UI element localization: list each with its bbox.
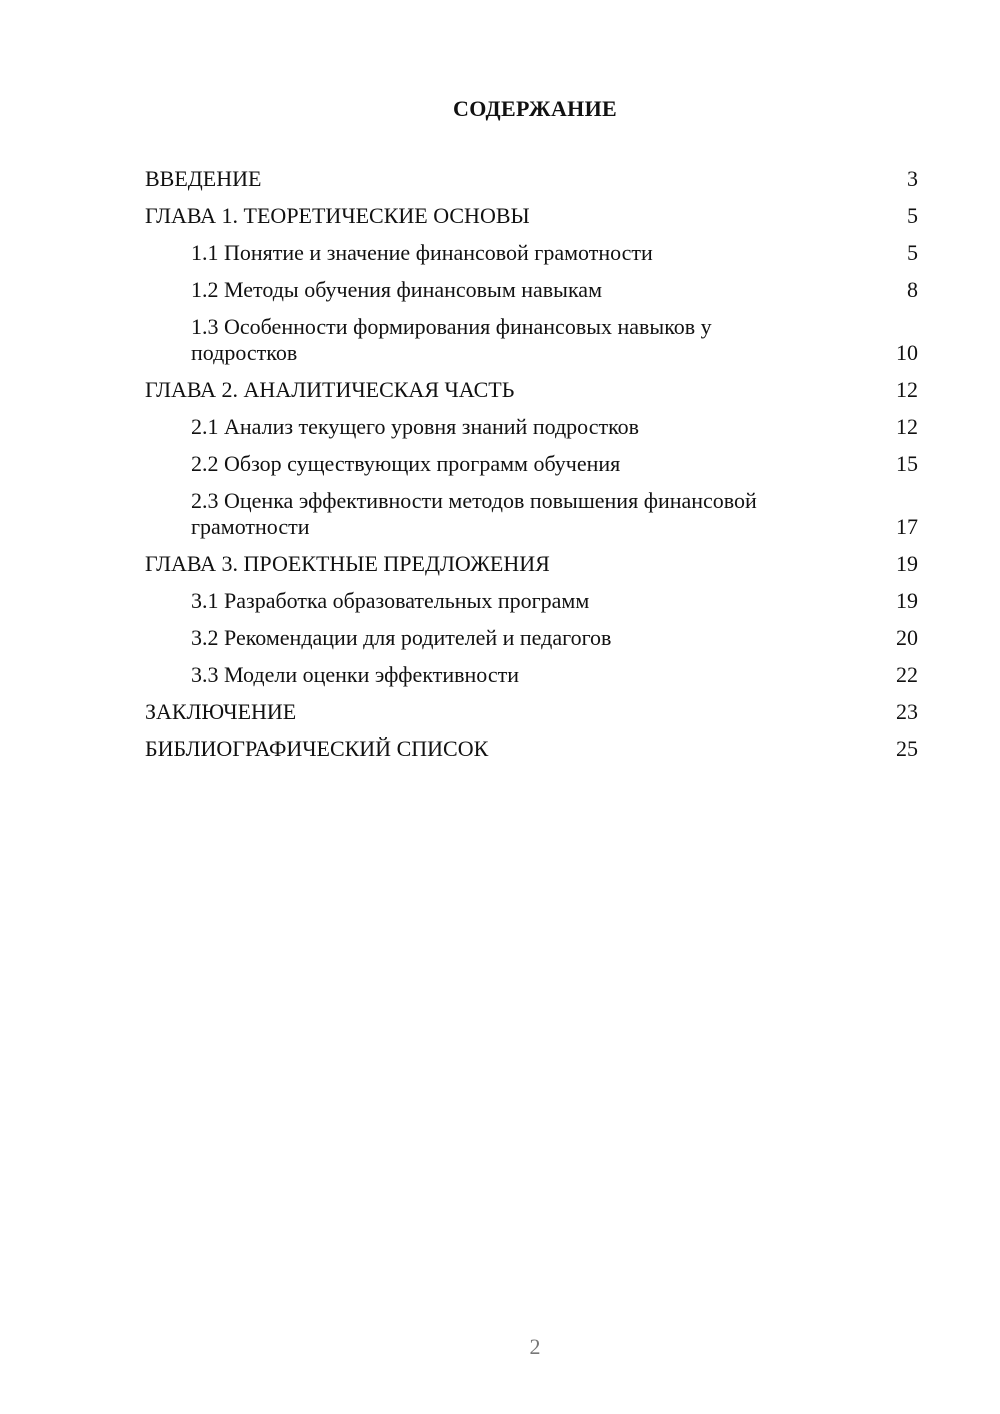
toc-entry-section-1-3[interactable] xyxy=(145,314,918,366)
toc-entry-text: ГЛАВА 1. ТЕОРЕТИЧЕСКИЕ ОСНОВЫ xyxy=(145,203,530,228)
toc-entry-text: 1.1 Понятие и значение финансовой грамотности xyxy=(191,240,653,265)
toc-entry-page: 22 xyxy=(896,662,918,687)
toc-entry-page: 23 xyxy=(896,699,918,724)
toc-entry-text: 1.3 Особенности формирования финансовых навыков у подростков xyxy=(191,314,712,365)
toc-entry-text: ЗАКЛЮЧЕНИЕ xyxy=(145,699,297,724)
toc-entry-page: 12 xyxy=(896,377,918,402)
toc-entry-section-3-2[interactable] xyxy=(145,625,918,651)
toc-entry-section-3-3[interactable] xyxy=(145,662,918,688)
toc-entry-section-1-2[interactable] xyxy=(145,277,918,303)
toc-entry-page: 5 xyxy=(907,240,918,265)
toc-entry-text: 2.2 Обзор существующих программ обучения xyxy=(191,451,621,476)
toc-entry-chapter-2[interactable] xyxy=(145,377,918,403)
toc-entry-text: 2.3 Оценка эффективности методов повышения финансовой грамотности xyxy=(191,488,757,539)
toc-entry-page: 25 xyxy=(896,736,918,761)
toc-entry-page: 5 xyxy=(907,203,918,228)
toc-entry-text: 1.2 Методы обучения финансовым навыкам xyxy=(191,277,602,302)
toc-entry-chapter-3[interactable] xyxy=(145,551,918,577)
toc-entry-text: 3.1 Разработка образовательных программ xyxy=(191,588,590,613)
page-title: СОДЕРЖАНИЕ xyxy=(453,96,617,121)
toc-entry-section-1-1[interactable] xyxy=(145,240,918,266)
toc-entry-section-3-1[interactable] xyxy=(145,588,918,614)
toc-entry-page: 17 xyxy=(896,514,918,539)
toc-entry-text: ВВЕДЕНИЕ xyxy=(145,166,262,191)
toc-entry-text: ГЛАВА 2. АНАЛИТИЧЕСКАЯ ЧАСТЬ xyxy=(145,377,515,402)
toc-entry-page: 19 xyxy=(896,551,918,576)
toc-entry-text: 3.3 Модели оценки эффективности xyxy=(191,662,519,687)
toc-entry-section-2-1[interactable] xyxy=(145,414,918,440)
toc-entry-text: ГЛАВА 3. ПРОЕКТНЫЕ ПРЕДЛОЖЕНИЯ xyxy=(145,551,550,576)
toc-entry-page: 8 xyxy=(907,277,918,302)
toc-entry-section-2-2[interactable] xyxy=(145,451,918,477)
table-of-contents xyxy=(145,166,918,773)
toc-entry-page: 20 xyxy=(896,625,918,650)
page-number: 2 xyxy=(529,1334,541,1359)
toc-entry-text: БИБЛИОГРАФИЧЕСКИЙ СПИСОК xyxy=(145,736,489,761)
toc-entry-page: 19 xyxy=(896,588,918,613)
toc-entry-conclusion[interactable] xyxy=(145,699,918,725)
toc-entry-section-2-3[interactable] xyxy=(145,488,918,540)
toc-entry-page: 15 xyxy=(896,451,918,476)
toc-entry-page: 12 xyxy=(896,414,918,439)
toc-entry-chapter-1[interactable] xyxy=(145,203,918,229)
toc-entry-introduction[interactable] xyxy=(145,166,918,192)
toc-entry-text: 3.2 Рекомендации для родителей и педагогов xyxy=(191,625,612,650)
toc-entry-page: 3 xyxy=(907,166,918,191)
toc-entry-bibliography[interactable] xyxy=(145,736,918,762)
toc-entry-page: 10 xyxy=(896,340,918,365)
toc-entry-text: 2.1 Анализ текущего уровня знаний подростков xyxy=(191,414,640,439)
